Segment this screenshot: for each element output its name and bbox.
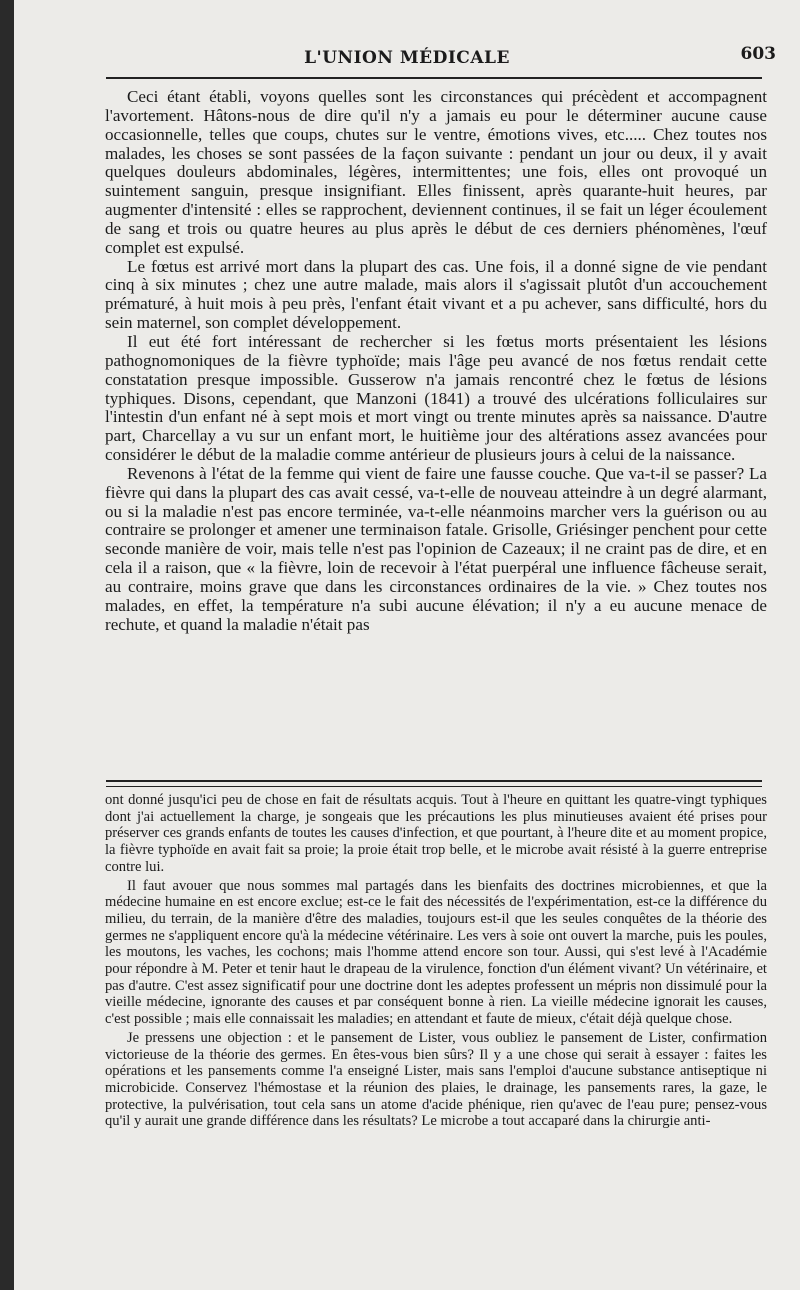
footnote-paragraph: Je pressens une objection : et le pansement de Lister, vous oubliez le pansement de Lister, confirmation victorieuse de la théorie des germes. En êtes-vous bien sûrs? Il y a une chose qui serait à essayer : faites les opérations et les pansements comme l'a enseigné Lister, mais sans l'emploi d'aucune substance antiseptique ni microbicide. Conservez l'hémostase et la réunion des plaies, le drainage, les pansements rares, la gaze, le protective, la pulvérisation, tout cela sans un atome d'acide phénique, rien qu'avec de l'eau pure; pensez-vous qu'il y aurait une grande différence dans les résultats? Le microbe a tout accaparé dans la chirurgie anti- — [105, 1029, 767, 1130]
main-text — [105, 88, 767, 634]
paragraph: Revenons à l'état de la femme qui vient de faire une fausse couche. Que va-t-il se passer? La fièvre qui dans la plupart des cas avait cessé, va-t-elle de nouveau atteindre à un degré alarmant, ou si la maladie n'est pas encore terminée, va-t-elle néanmoins marcher vers la guérison ou au contraire se prolonger et amener une terminaison fatale. Grisolle, Griésinger penchent pour cette seconde manière de voir, mais telle n'est pas l'opinion de Cazeaux; il ne craint pas de dire, et en cela il a raison, que « la fièvre, loin de recevoir à l'état puerpéral une influence fâcheuse serait, au contraire, moins grave que dans les circonstances ordinaires de la vie. » Chez toutes nos malades, en effet, la température n'a subi aucune élévation; il n'y a eu aucune menace de rechute, et quand la maladie n'était pas — [105, 463, 767, 634]
paragraph: Le fœtus est arrivé mort dans la plupart des cas. Une fois, il a donné signe de vie pendant cinq à six minutes ; chez une autre malade, mais alors il s'agissait plutôt d'un accouchement prématuré, à huit mois à peu près, l'enfant était vivant et a pu achever, sans difficulté, hors du sein maternel, son complet développement. — [105, 256, 767, 333]
header-rule — [106, 77, 762, 79]
footnote-text — [105, 792, 767, 1132]
document-page — [14, 0, 800, 1290]
page-number: 603 — [740, 44, 776, 64]
footnote-separator — [106, 780, 762, 787]
footnote-paragraph: ont donné jusqu'ici peu de chose en fait de résultats acquis. Tout à l'heure en quittant les quatre-vingt typhiques dont j'ai actuellement la charge, je songeais que les précautions les plus minutieuses avaient été prises pour préserver ces grands enfants de toutes les causes d'infection, et que pourtant, à l'heure dite et au moment propice, la fièvre typhoïde en avait fait sa proie; la proie était trop belle, et le microbe avait résisté à la guerre entreprise contre lui. — [105, 792, 767, 875]
paragraph: Ceci étant établi, voyons quelles sont les circonstances qui précèdent et accompagnent l'avortement. Hâtons-nous de dire qu'il n'y a jamais eu pour le déterminer aucune cause occasionnelle, telles que coups, chutes sur le ventre, émotions vives, etc..... Chez toutes nos malades, les choses se sont passées de la façon suivante : pendant un jour ou deux, il y avait quelques douleurs abdominales, légères, intermittentes; une fois, elles ont provoqué un suintement sanguin, presque insignifiant. Elles finissent, après quarante-huit heures, par augmenter d'intensité : elles se rapprochent, deviennent continues, il se fait un léger écoulement de sang et trois ou quatre heures au plus après le début de ces derniers phénomènes, l'œuf complet est expulsé. — [105, 87, 767, 257]
journal-title: L'UNION MÉDICALE — [304, 48, 510, 68]
paragraph: Il eut été fort intéressant de rechercher si les fœtus morts présentaient les lésions pathognomoniques de la fièvre typhoïde; mais l'âge peu avancé de nos fœtus rendait cette constatation presque impossible. Gusserow n'a jamais rencontré chez le fœtus de lésions typhiques. Disons, cependant, que Manzoni (1841) a trouvé des ulcérations folliculaires sur l'intestin d'un enfant né à sept mois et mort vingt ou trente minutes après sa naissance. D'autre part, Charcellay a vu sur un enfant mort, le huitième jour des altérations assez avancées pour considérer le début de la maladie comme antérieur de plusieurs jours à celui de la naissance. — [105, 331, 767, 465]
footnote-paragraph: Il faut avouer que nous sommes mal partagés dans les bienfaits des doctrines microbiennes, et que la médecine humaine en est encore exclue; est-ce le fait des nécessités de l'expérimentation, est-ce la différence du milieu, du terrain, de la manière d'être des maladies, toujours est-il que les seules conquêtes de la théorie des germes ne s'appliquent encore qu'à la médecine vétérinaire. Les vers à soie ont ouvert la marche, puis les poules, les moutons, les vaches, les cochons; mais l'homme attend encore son tour. Aussi, qui s'est levé à l'Académie pour répondre à M. Peter et tenir haut le drapeau de la virulence, fonction d'un élément vivant? Un vétérinaire, et pas d'autre. C'est assez significatif pour une doctrine dont les adeptes professent un mépris non dissimulé pour la vieille médecine, ignorante des causes et par conséquent bonne à rien. La vieille médecine ignorait les causes, c'est possible ; mais elle connaissait les maladies; en attendant et faute de mieux, c'était déjà quelque chose. — [105, 877, 767, 1028]
page-header — [14, 44, 800, 74]
